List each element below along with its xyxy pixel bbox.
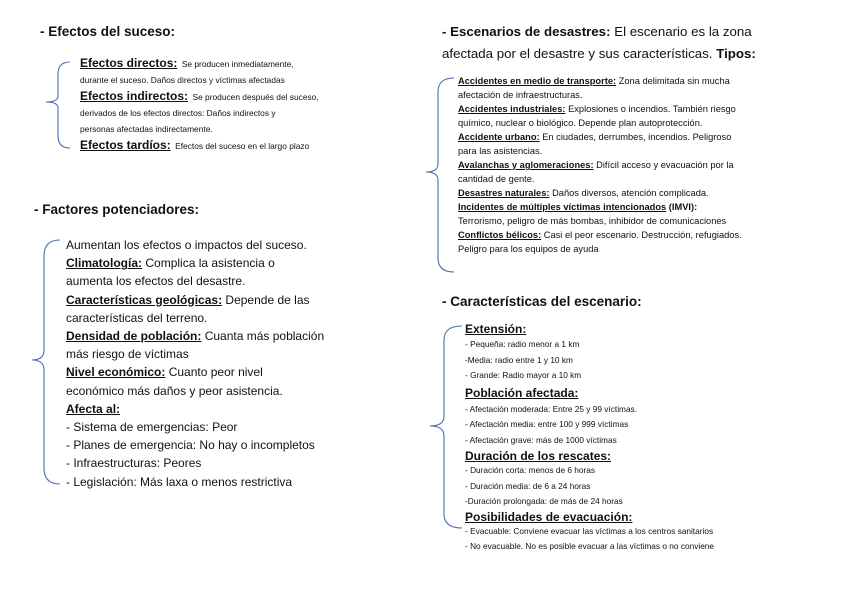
afecta-item: - Legislación: Más laxa o menos restrictiva: [66, 474, 293, 489]
grupo-item: -Media: radio entre 1 y 10 km: [465, 354, 573, 365]
factores-title: - Factores potenciadores:: [34, 202, 200, 217]
factores-brace: [28, 238, 62, 486]
factores-intro: Aumentan los efectos o impactos del suceso.: [66, 238, 307, 252]
efecto-text: Se producen después del suceso,: [192, 92, 319, 102]
escenario-text: Explosiones o incendios. También riesgo: [568, 104, 736, 114]
efecto-label: Efectos directos:: [80, 56, 178, 70]
escenario-text: para las asistencias.: [458, 146, 543, 156]
escenario-label: Conflictos bélicos:: [458, 230, 542, 240]
grupo-evacuacion: [465, 510, 835, 555]
efecto-text: derivados de los efectos directos: Daños indirectos y: [80, 108, 276, 118]
escenario-label: Desastres naturales:: [458, 188, 550, 198]
efectos-list: [80, 55, 360, 154]
caracteristicas-brace: [426, 324, 464, 530]
factor-text: económico más daños y peor asistencia.: [66, 383, 283, 398]
escenarios-desc: afectada por el desastre y sus características.: [442, 46, 713, 61]
factor-label: Nivel económico:: [66, 365, 166, 380]
grupo-label: Duración de los rescates:: [465, 449, 612, 463]
grupo-label: Posibilidades de evacuación:: [465, 509, 633, 524]
factores-list: [66, 236, 356, 491]
escenario-label: Avalanchas y aglomeraciones:: [458, 160, 594, 170]
grupo-item: - Afectación moderada: Entre 25 y 99 víctimas.: [465, 403, 638, 414]
factor-text: Cuanto peor nivel: [168, 365, 263, 380]
escenario-label: Accidentes industriales:: [458, 104, 566, 114]
grupo-item: - Evacuable: Conviene evacuar las víctimas a los centros sanitarios: [465, 525, 714, 536]
escenario-label: Accidente urbano:: [458, 132, 540, 142]
grupo-duracion: [465, 449, 835, 510]
efecto-directos: [80, 55, 360, 88]
caracteristicas-title: - Características del escenario:: [442, 294, 642, 309]
factor-text: más riesgo de víctimas: [66, 347, 189, 362]
grupo-poblacion: [465, 386, 835, 449]
afecta-item: - Planes de emergencia: No hay o incompletos: [66, 438, 315, 453]
escenario-text: Zona delimitada sin mucha: [618, 76, 730, 86]
grupo-item: -Duración prolongada: de más de 24 horas: [465, 496, 623, 506]
factor-text: Cuanta más población: [204, 329, 325, 344]
afecta-item: - Infraestructuras: Peores: [66, 456, 202, 471]
escenarios-tipos: Tipos:: [716, 46, 756, 61]
caracteristicas-list: [465, 322, 835, 555]
grupo-item: - Afectación grave: más de 1000 víctimas: [465, 434, 617, 445]
efecto-text: durante el suceso. Daños directos y víctimas afectadas: [80, 75, 285, 85]
grupo-item: - Grande: Radio mayor a 10 km: [465, 370, 582, 380]
efectos-brace: [42, 60, 72, 150]
factor-text: características del terreno.: [66, 310, 208, 325]
grupo-extension: [465, 322, 835, 384]
efecto-label: Efectos indirectos:: [80, 89, 189, 103]
factor-text: Complica la asistencia o: [145, 256, 275, 271]
efecto-label: Efectos tardíos:: [80, 138, 171, 152]
grupo-item: - No evacuable. No es posible evacuar a las víctimas o no conviene: [465, 541, 715, 551]
factor-label: Densidad de población:: [66, 329, 202, 344]
escenarios-header: [442, 22, 842, 64]
factor-text: aumenta los efectos del desastre.: [66, 274, 246, 289]
escenario-text: Difícil acceso y evacuación por la: [596, 160, 734, 170]
escenario-text: Terrorismo, peligro de más bombas, inhibidor de comunicaciones: [458, 216, 727, 226]
escenarios-brace: [422, 76, 456, 274]
escenarios-title: - Escenarios de desastres:: [442, 24, 611, 39]
escenario-label: Incidentes de múltiples víctimas intencionados: [458, 202, 667, 212]
afecta-label: Afecta al:: [66, 401, 121, 416]
factor-label: Climatología:: [66, 256, 143, 271]
escenario-text: cantidad de gente.: [458, 174, 535, 184]
escenario-text: afectación de infraestructuras.: [458, 90, 583, 100]
efecto-text: Efectos del suceso en el largo plazo: [175, 141, 310, 151]
grupo-label: Extensión:: [465, 322, 527, 336]
escenario-label: Accidentes en medio de transporte:: [458, 76, 617, 86]
escenarios-desc: El escenario es la zona: [614, 24, 752, 39]
grupo-item: - Afectación media: entre 100 y 999 víctimas: [465, 419, 629, 429]
escenario-text: En ciudades, derrumbes, incendios. Peligroso: [542, 132, 732, 142]
escenario-text: Daños diversos, atención complicada.: [552, 188, 709, 198]
factor-text: Depende de las: [225, 292, 310, 307]
afecta-item: - Sistema de emergencias: Peor: [66, 420, 238, 435]
escenario-extra: (IMVI):: [668, 202, 698, 212]
efecto-text: personas afectadas indirectamente.: [80, 124, 213, 134]
efectos-title: - Efectos del suceso:: [40, 24, 176, 39]
grupo-item: - Duración media: de 6 a 24 horas: [465, 480, 591, 491]
efecto-tardios: [80, 137, 360, 154]
escenario-text: químico, nuclear o biológico. Depende plan autoprotección.: [458, 118, 703, 128]
escenario-text: Peligro para los equipos de ayuda: [458, 244, 599, 254]
grupo-item: - Pequeña: radio menor a 1 km: [465, 339, 580, 349]
grupo-item: - Duración corta: menos de 6 horas: [465, 465, 596, 475]
efecto-text: Se producen inmediatamente,: [181, 59, 294, 69]
escenarios-list: [458, 74, 838, 256]
efecto-indirectos: [80, 88, 360, 137]
grupo-label: Población afectada:: [465, 385, 579, 400]
factor-label: Características geológicas:: [66, 292, 223, 307]
escenario-text: Casi el peor escenario. Destrucción, refugiados.: [543, 230, 742, 240]
